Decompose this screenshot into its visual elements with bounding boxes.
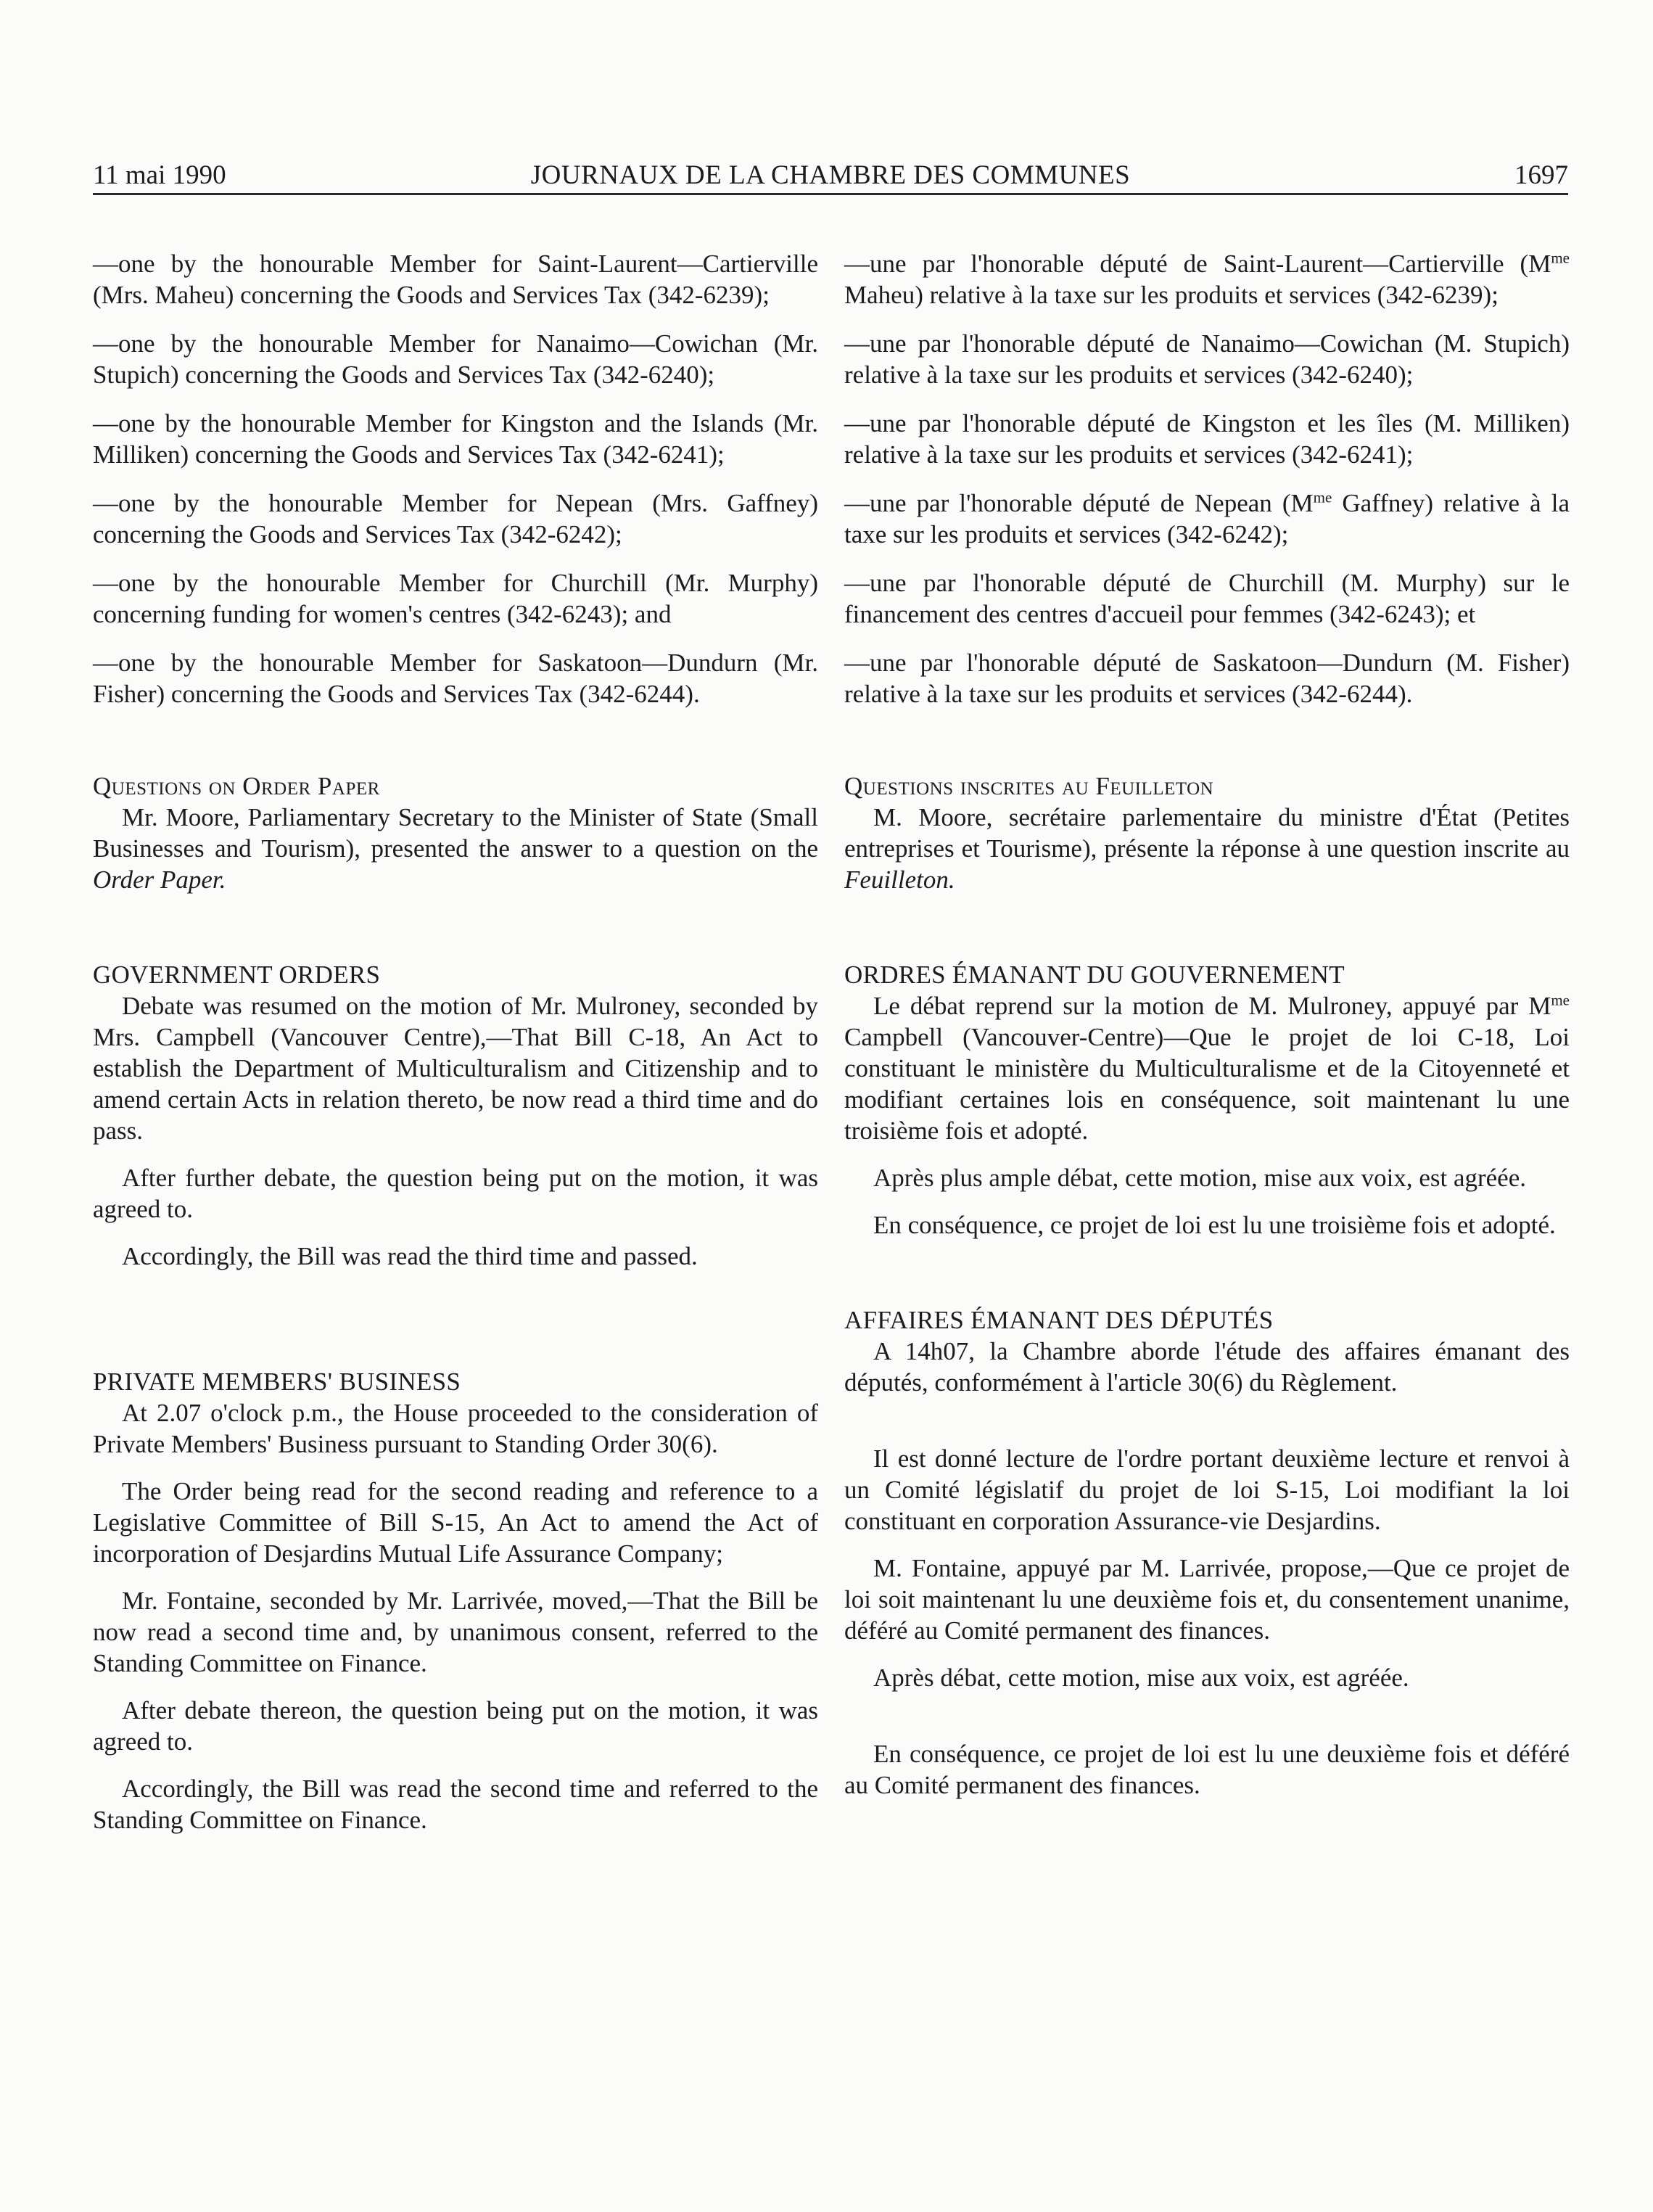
- section-heading-government-orders: ORDRES ÉMANANT DU GOUVERNEMENT: [844, 961, 1345, 989]
- paragraph: Le débat reprend sur la motion de M. Mulroney, appuyé par $M^{me}$ Campbell (Vancouver-Centre)—Que le projet de loi C-18, Loi constituant le ministère du Multiculturalisme et de la Citoyenneté et modifiant certaines lois en conséquence, soit maintenant lu une troisième fois et adopté.: [844, 991, 1570, 1145]
- paragraph: After further debate, the question being put on the motion, it was agreed to.: [93, 1164, 818, 1223]
- journal-title: JOURNAUX DE LA CHAMBRE DES COMMUNES: [530, 160, 1131, 190]
- questions-paragraph: Mr. Moore, Parliamentary Secretary to the Minister of State (Small Businesses and Tourism), presented the answer to a question on the Order Paper.: [93, 803, 818, 894]
- section-heading-private-members: AFFAIRES ÉMANANT DES DÉPUTÉS: [844, 1306, 1274, 1334]
- paragraph: Accordingly, the Bill was read the second time and referred to the Standing Committee on Finance.: [93, 1775, 818, 1834]
- paragraph: En conséquence, ce projet de loi est lu une troisième fois et adopté.: [873, 1211, 1556, 1239]
- petition-item: —one by the honourable Member for Kingston and the Islands (Mr. Milliken) concerning the Goods and Services Tax (342-6241);: [93, 409, 818, 469]
- paragraph: Après plus ample débat, cette motion, mise aux voix, est agréée.: [873, 1164, 1527, 1192]
- paragraph: En conséquence, ce projet de loi est lu une deuxième fois et déféré au Comité permanent des finances.: [844, 1740, 1570, 1799]
- paragraph: After debate thereon, the question being put on the motion, it was agreed to.: [93, 1696, 818, 1756]
- questions-paragraph: M. Moore, secrétaire parlementaire du ministre d'État (Petites entreprises et Tourisme), présente la réponse à une question inscrite au Feuilleton.: [844, 803, 1570, 894]
- petition-item: —one by the honourable Member for Nanaimo—Cowichan (Mr. Stupich) concerning the Goods and Services Tax (342-6240);: [93, 329, 818, 389]
- french-column: [844, 248, 1570, 1817]
- paragraph: Accordingly, the Bill was read the third time and passed.: [122, 1242, 698, 1270]
- section-heading-questions: Questions on Order Paper: [93, 772, 380, 800]
- petition-item: —une par l'honorable député de Saskatoon—Dundurn (M. Fisher) relative à la taxe sur les produits et services (342-6244).: [844, 649, 1570, 708]
- petition-item: —une par l'honorable député de Nanaimo—Cowichan (M. Stupich) relative à la taxe sur les produits et services (342-6240);: [844, 329, 1570, 389]
- paragraph: M. Fontaine, appuyé par M. Larrivée, propose,—Que ce projet de loi soit maintenant lu une deuxième fois et, du consentement unanime, déféré au Comité permanent des finances.: [844, 1554, 1570, 1645]
- header-date: 11 mai 1990: [93, 160, 226, 190]
- paragraph: Mr. Fontaine, seconded by Mr. Larrivée, moved,—That the Bill be now read a second time and, by unanimous consent, referred to the Standing Committee on Finance.: [93, 1587, 818, 1677]
- petition-item: —one by the honourable Member for Nepean (Mrs. Gaffney) concerning the Goods and Services Tax (342-6242);: [93, 489, 818, 548]
- page-number: 1697: [1514, 160, 1568, 190]
- paragraph: A 14h07, la Chambre aborde l'étude des affaires émanant des députés, conformément à l'article 30(6) du Règlement.: [844, 1337, 1570, 1397]
- paragraph: At 2.07 o'clock p.m., the House proceeded to the consideration of Private Members' Business pursuant to Standing Order 30(6).: [93, 1399, 818, 1458]
- petition-item: —une par l'honorable député de Churchill (M. Murphy) sur le financement des centres d'accueil pour femmes (342-6243); et: [844, 569, 1570, 628]
- petition-item: —one by the honourable Member for Saskatoon—Dundurn (Mr. Fisher) concerning the Goods and Services Tax (342-6244).: [93, 649, 818, 708]
- paragraph: Après débat, cette motion, mise aux voix, est agréée.: [873, 1664, 1409, 1692]
- page-header: [93, 158, 1568, 195]
- paragraph: Il est donné lecture de l'ordre portant deuxième lecture et renvoi à un Comité législatif du projet de loi S-15, Loi modifiant la loi constituant en corporation Assurance-vie Desjardins.: [844, 1444, 1570, 1535]
- section-heading-government-orders: GOVERNMENT ORDERS: [93, 961, 381, 989]
- paragraph: Debate was resumed on the motion of Mr. Mulroney, seconded by Mrs. Campbell (Vancouver Centre),—That Bill C-18, An Act to establish the Department of Multiculturalism and Citizenship and to amend certain Acts in relation thereto, be now read a third time and do pass.: [93, 992, 818, 1145]
- petition-item: —une par l'honorable député de Nepean ($M^{me}$ Gaffney) relative à la taxe sur les produits et services (342-6242);: [844, 488, 1570, 548]
- paragraph: The Order being read for the second reading and reference to a Legislative Committee of Bill S-15, An Act to amend the Act of incorporation of Desjardins Mutual Life Assurance Company;: [93, 1477, 818, 1568]
- section-heading-questions: Questions inscrites au Feuilleton: [844, 772, 1214, 800]
- section-heading-private-members: PRIVATE MEMBERS' BUSINESS: [93, 1368, 461, 1396]
- petition-item: —une par l'honorable député de Kingston et les îles (M. Milliken) relative à la taxe sur les produits et services (342-6241);: [844, 409, 1570, 469]
- english-column: [93, 248, 818, 1851]
- petition-item: —one by the honourable Member for Churchill (Mr. Murphy) concerning funding for women's centres (342-6243); and: [93, 569, 818, 628]
- petition-item: —une par l'honorable député de Saint-Laurent—Cartierville ($M^{me}$ Maheu) relative à la taxe sur les produits et services (342-6239);: [844, 249, 1570, 309]
- petition-item: —one by the honourable Member for Saint-Laurent—Cartierville (Mrs. Maheu) concerning the Goods and Services Tax (342-6239);: [93, 250, 818, 309]
